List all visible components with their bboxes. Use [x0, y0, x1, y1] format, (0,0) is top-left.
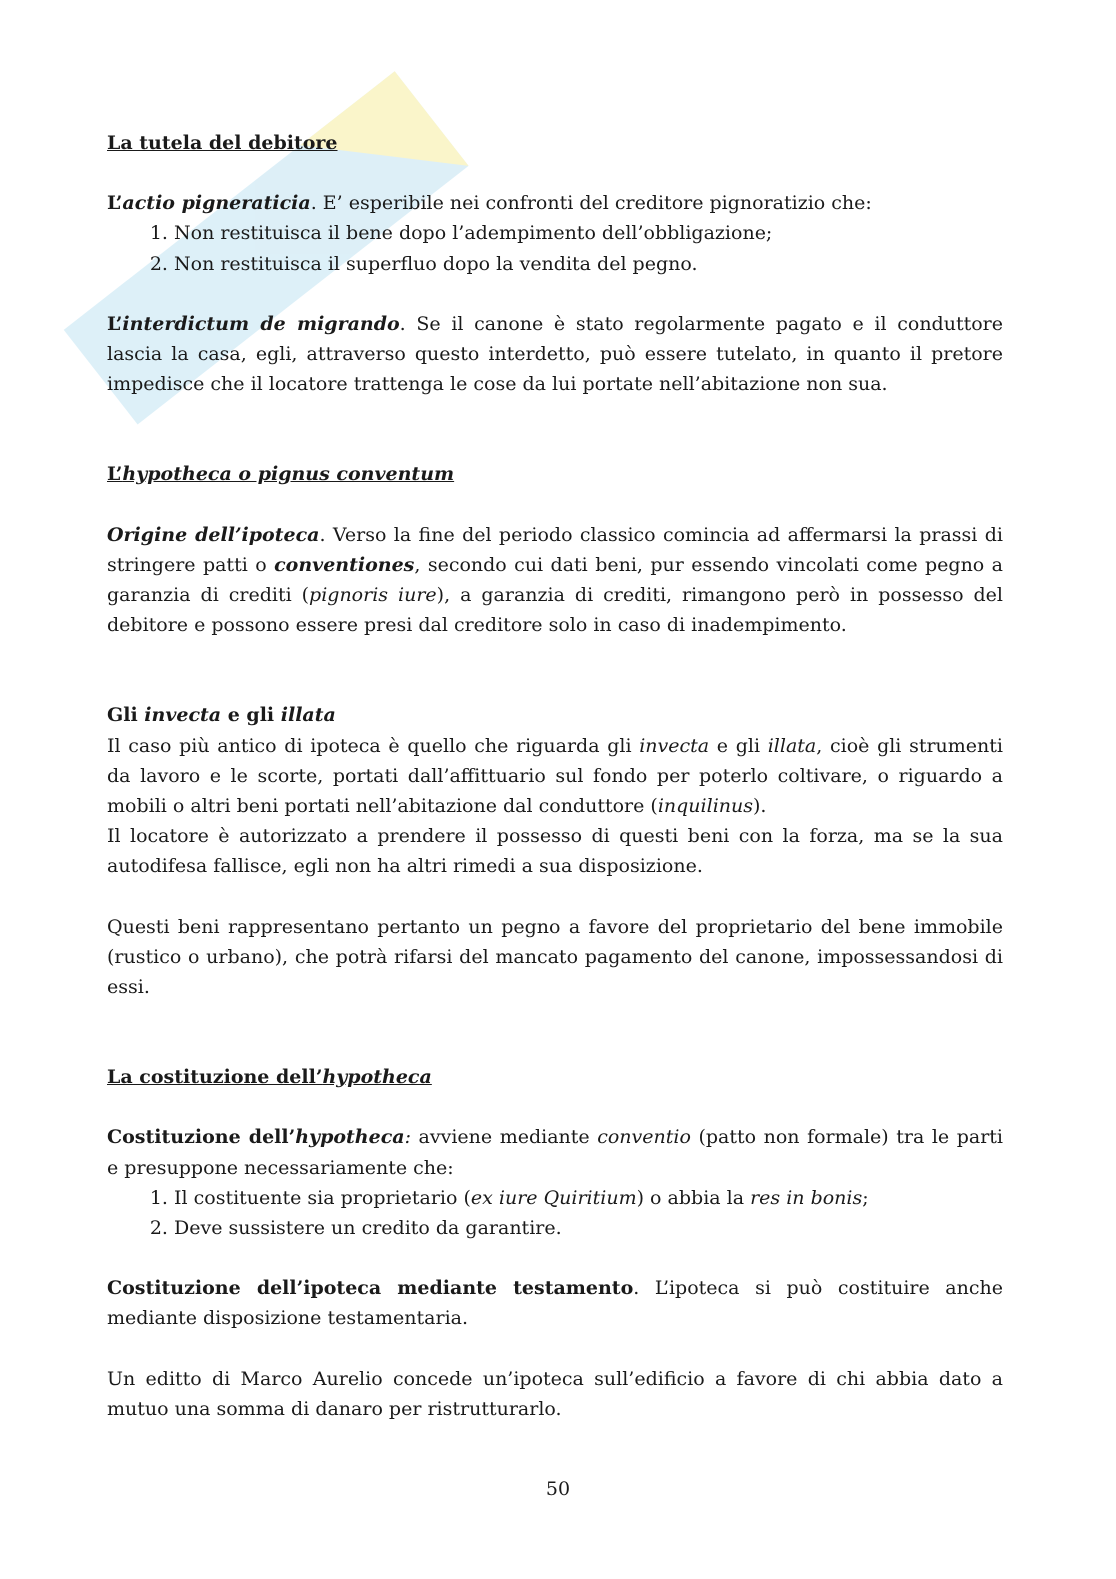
paragraph-costituzione-hypotheca: Costituzione dell’hypotheca: avviene mediante conventio (patto non formale) tra le parti e presuppone necessariamente che:: [107, 1126, 1004, 1179]
list-item: 2. Deve sussistere un credito da garantire.: [174, 1213, 1003, 1243]
list-item: 2. Non restituisca il superfluo dopo la vendita del pegno.: [174, 249, 1003, 279]
subheading-invecta-illata: Gli invecta e gli illata: [107, 704, 336, 727]
document-page: [107, 128, 1003, 1424]
paragraph-testamento: Costituzione dell’ipoteca mediante testamento. L’ipoteca si può costituire anche mediante disposizione testamentaria.: [107, 1277, 1003, 1330]
list-costituzione-requirements: [107, 1183, 1003, 1243]
section-title-costituzione: La costituzione dell’hypotheca: [107, 1066, 432, 1089]
paragraph-beni-pegno: Questi beni rappresentano pertanto un pegno a favore del proprietario del bene immobile (rustico o urbano), che potrà rifarsi del mancato pagamento del canone, impossessandosi di essi.: [107, 915, 1003, 999]
paragraph-locatore-autorizzato: Il locatore è autorizzato a prendere il possesso di questi beni con la forza, ma se la sua autodifesa fallisce, egli non ha altri rimedi a sua disposizione.: [107, 825, 1003, 878]
paragraph-actio-pigneraticia: L’actio pigneraticia. E’ esperibile nei confronti del creditore pignoratizio che:: [107, 192, 872, 215]
page-number: 50: [545, 1478, 571, 1500]
paragraph-editto-marco-aurelio: Un editto di Marco Aurelio concede un’ipoteca sull’edificio a favore di chi abbia dato a mutuo una somma di danaro per ristrutturarlo.: [107, 1367, 1003, 1420]
section-title-hypotheca: L’hypotheca o pignus conventum: [107, 463, 455, 486]
list-item: 1. Il costituente sia proprietario (ex iure Quiritium) o abbia la res in bonis;: [174, 1183, 1003, 1213]
paragraph-caso-antico: Il caso più antico di ipoteca è quello che riguarda gli invecta e gli illata, cioè gli strumenti da lavoro e le scorte, portati dall’affittuario sul fondo per poterlo coltivare, o riguardo a mobili o altri beni portati nell’abitazione dal conduttore (inquilinus).: [107, 734, 1003, 818]
list-actio-conditions: [107, 218, 1003, 278]
list-item: 1. Non restituisca il bene dopo l’adempimento dell’obbligazione;: [174, 218, 1003, 248]
paragraph-origine-ipoteca: Origine dell’ipoteca. Verso la fine del periodo classico comincia ad affermarsi la prassi di stringere patti o conventiones, secondo cui dati beni, pur essendo vincolati come pegno a garanzia di crediti (pignoris iure), a garanzia di crediti, rimangono però in possesso del debitore e possono essere presi dal creditore solo in caso di inadempimento.: [107, 523, 1003, 637]
paragraph-interdictum-de-migrando: L’interdictum de migrando. Se il canone è stato regolarmente pagato e il conduttore lascia la casa, egli, attraverso questo interdetto, può essere tutelato, in quanto il pretore impedisce che il locatore trattenga le cose da lui portate nell’abitazione non sua.: [107, 312, 1003, 396]
section-title-tutela-debitore: La tutela del debitore: [107, 132, 338, 154]
